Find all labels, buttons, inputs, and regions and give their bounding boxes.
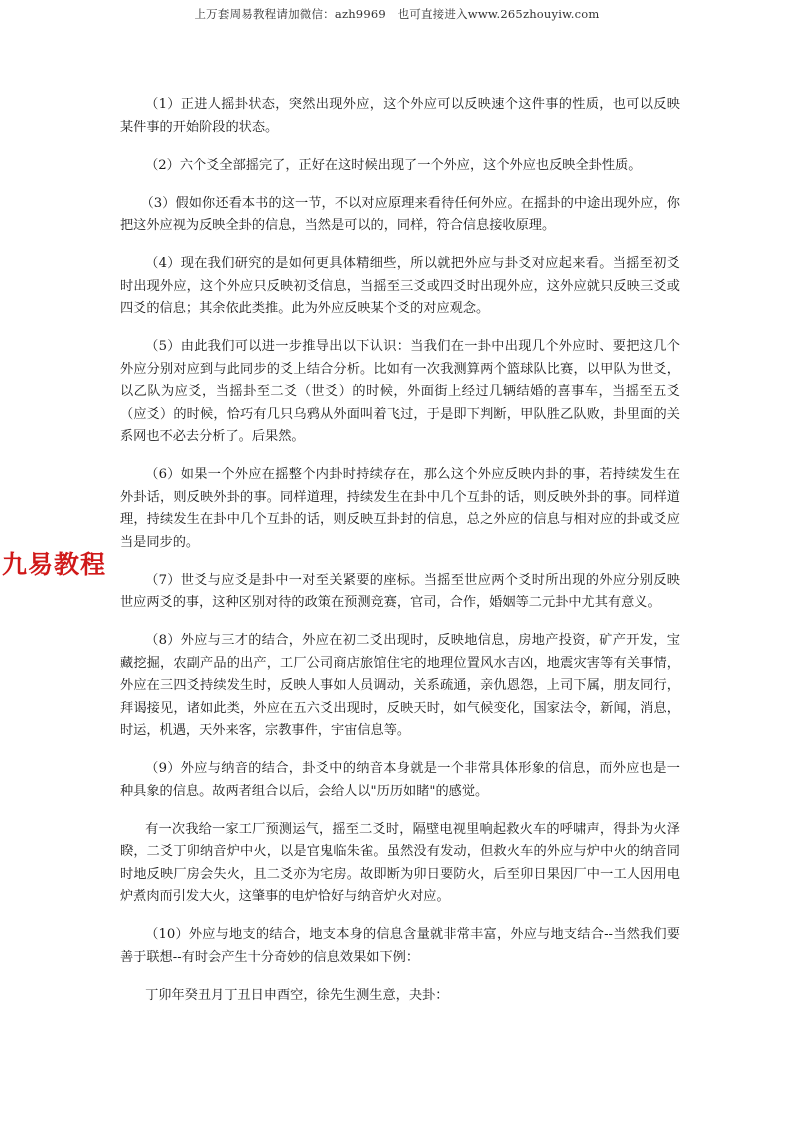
- paragraph-9: （9）外应与纳音的结合，卦爻中的纳音本身就是一个非常具体形象的信息，而外应也是一种具象的信息。故两者组合以后，会给人以"历历如睹"的感觉。: [120, 761, 680, 799]
- paragraph-3: （3）假如你还看本书的这一节，不以对应原理来看待任何外应。在摇卦的中途出现外应，你把这外应视为反映全卦的信息，当然是可以的，同样，符合信息接收原理。: [120, 195, 680, 233]
- paragraph-5: （5）由此我们可以进一步推导出以下认识：当我们在一卦中出现几个外应时、要把这几个外应分别对应到与此同步的爻上结合分析。比如有一次我测算两个篮球队比赛，以甲队为世爻，以乙队为应爻，当摇卦至二爻（世爻）的时候，外面街上经过几辆结婚的喜事车，当摇至五爻（应爻）的时候，恰巧有几只乌鸦从外面叫着飞过，于是即下判断，甲队胜乙队败，卦里面的关系网也不必去分析了。后果然。: [120, 339, 680, 444]
- paragraph-11: （10）外应与地支的结合，地支本身的信息含量就非常丰富，外应与地支结合--当然我们要善于联想--有时会产生十分奇妙的信息效果如下例：: [120, 927, 680, 965]
- paragraph-7: （7）世爻与应爻是卦中一对至关紧要的座标。当摇至世应两个爻时所出现的外应分别反映世应两爻的事，这种区别对待的政策在预测竞赛，官司，合作，婚姻等二元卦中尤其有意义。: [120, 572, 680, 610]
- paragraph-4: （4）现在我们研究的是如何更具体精细些，所以就把外应与卦爻对应起来看。当摇至初爻时出现外应，这个外应只反映初爻信息，当摇至三爻或四爻时出现外应，这外应就只反映三爻或四爻的信息；其余依此类推。此为外应反映某个爻的对应观念。: [120, 256, 680, 316]
- paragraph-2: （2）六个爻全部摇完了，正好在这时候出现了一个外应，这个外应也反映全卦性质。: [145, 157, 642, 173]
- document-body: [120, 94, 680, 1023]
- paragraph-10: 有一次我给一家工厂预测运气，摇至二爻时，隔壁电视里响起救火车的呼啸声，得卦为火泽睽，二爻丁卯纳音炉中火，以是官鬼临朱雀。虽然没有发动，但救火车的外应与炉中火的纳音同时地反映厂房会失火，且二爻亦为宅房。故即断为卯日要防火，后至卯日果因厂中一工人因用电炉煮肉而引发大火，这肇事的电炉恰好与纳音炉火对应。: [120, 821, 680, 904]
- paragraph-1: （1）正进人摇卦状态，突然出现外应，这个外应可以反映速个这件事的性质，也可以反映某件事的开始阶段的状态。: [120, 97, 680, 135]
- header-note: 上万套周易教程请加微信：azh9969 也可直接进入www.265zhouyiw.com: [194, 7, 600, 21]
- watermark-logo: 九易教程: [2, 550, 107, 579]
- paragraph-12: 丁卯年癸丑月丁丑日申酉空，徐先生测生意，夬卦：: [145, 987, 449, 1003]
- paragraph-6: （6）如果一个外应在摇整个内卦时持续存在，那么这个外应反映内卦的事，若持续发生在外卦话，则反映外卦的事。同样道理，持续发生在卦中几个互卦的话，则反映外卦的事。同样道理，持续发生在卦中几个互卦的话，则反映互卦封的信息，总之外应的信息与相对应的卦或爻应当是同步的。: [120, 467, 680, 550]
- paragraph-8: （8）外应与三才的结合，外应在初二爻出现时，反映地信息，房地产投资，矿产开发，宝藏挖掘，农副产品的出产，工厂公司商店旅馆住宅的地理位置风水吉凶，地震灾害等有关事情，外应在三四爻持续发生时，反映人事如人员调动，关系疏通，亲仇恩怨，上司下属，朋友同行，拜谒接见，诸如此类，外应在五六爻出现时，反映天时，如气候变化，国家法令，新闻，消息，时运，机遇，天外来客，宗教事件，宇宙信息等。: [120, 633, 680, 738]
